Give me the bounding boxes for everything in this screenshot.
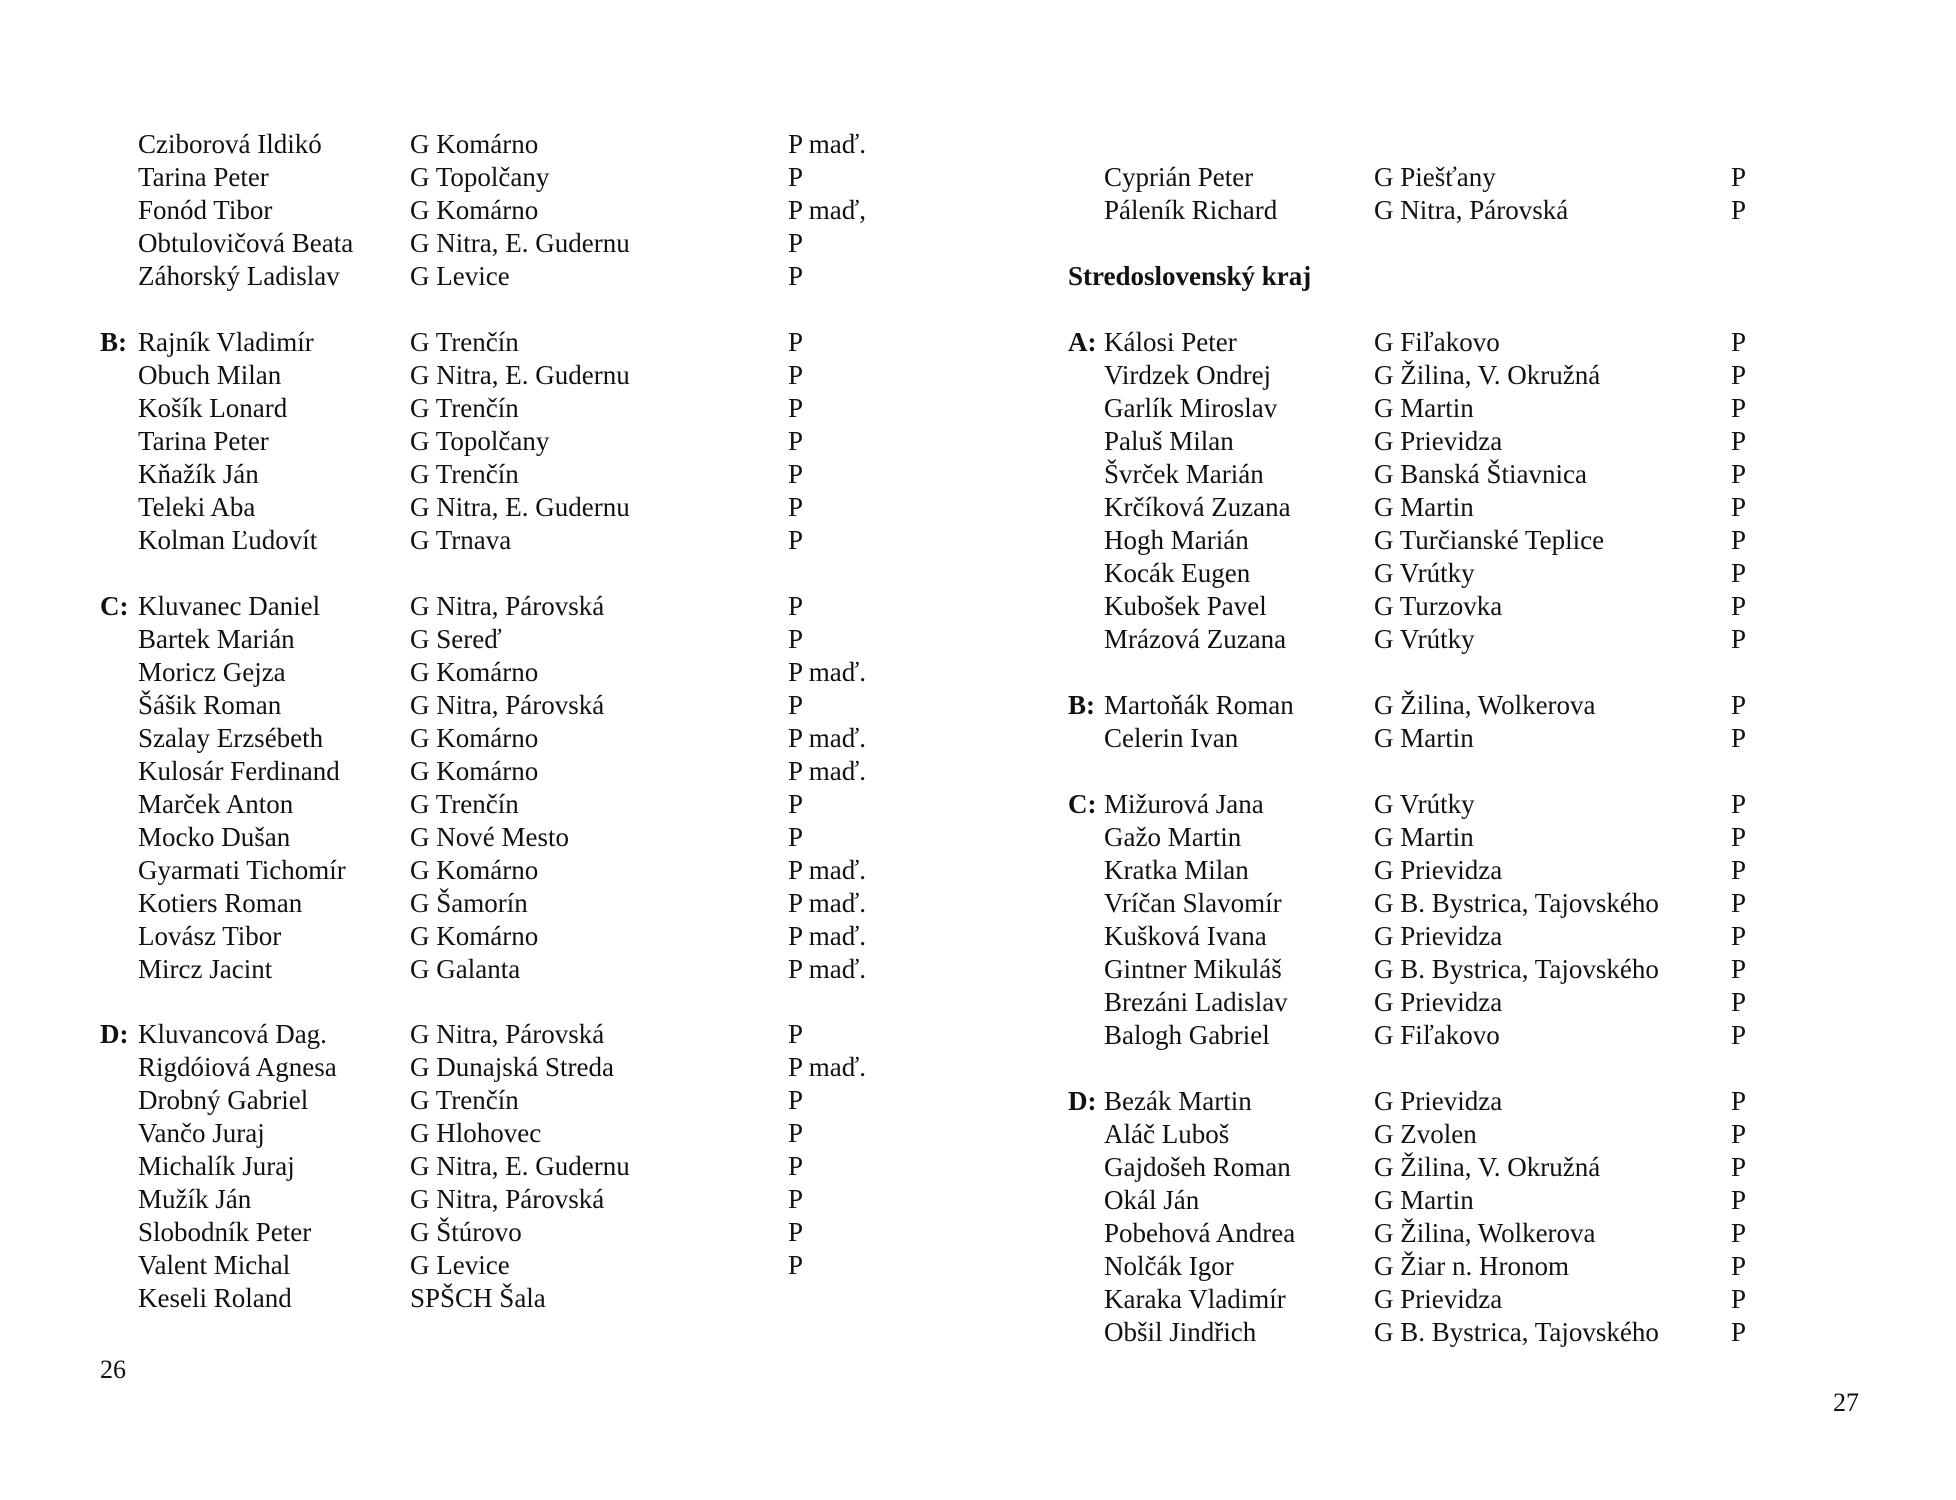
participant-name: Kušková Ivana xyxy=(1104,921,1267,951)
category-flag: P xyxy=(788,1184,804,1214)
participant-name: Aláč Luboš xyxy=(1104,1119,1230,1149)
category-flag: P xyxy=(788,162,804,192)
category-flag: P xyxy=(788,789,804,819)
school-name: G Komárno xyxy=(410,921,539,951)
right-group-d xyxy=(1068,1085,1888,1349)
list-item xyxy=(100,524,920,557)
participant-name: Rajník Vladimír xyxy=(138,327,314,357)
left-group-b xyxy=(100,326,920,557)
category-flag: P xyxy=(1731,690,1747,720)
school-name: G Nitra, E. Gudernu xyxy=(410,1151,630,1181)
list-item xyxy=(100,953,920,986)
category-flag: P xyxy=(1731,1185,1747,1215)
school-name: G Nitra, Párovská xyxy=(410,1019,605,1049)
participant-name: Michalík Juraj xyxy=(138,1151,295,1181)
participant-name: Kluvancová Dag. xyxy=(138,1019,327,1049)
participant-name: Kratka Milan xyxy=(1104,855,1249,885)
group-letter: D: xyxy=(1068,1086,1097,1116)
school-name: G Prievidza xyxy=(1374,921,1503,951)
right-group-a xyxy=(1068,326,1888,656)
list-item xyxy=(100,1282,920,1315)
participant-name: Košík Lonard xyxy=(138,393,288,423)
category-flag: P xyxy=(788,624,804,654)
list-item xyxy=(100,854,920,887)
school-name: G Trenčín xyxy=(410,459,519,489)
list-item xyxy=(1068,722,1888,755)
participant-name: Slobodník Peter xyxy=(138,1217,312,1247)
list-item xyxy=(100,1117,920,1150)
list-item xyxy=(100,194,920,227)
participant-name: Vríčan Slavomír xyxy=(1104,888,1282,918)
list-item xyxy=(1068,1085,1888,1118)
category-flag: P xyxy=(1731,1251,1747,1281)
category-flag: P xyxy=(1731,987,1747,1017)
participant-name: Gyarmati Tichomír xyxy=(138,855,346,885)
group-letter: C: xyxy=(1068,789,1097,819)
participant-name: Martoňák Roman xyxy=(1104,690,1294,720)
category-flag: P xyxy=(788,1019,804,1049)
page-number: 26 xyxy=(100,1355,126,1384)
list-item xyxy=(1068,491,1888,524)
list-item xyxy=(100,1018,920,1051)
school-name: G Turčianské Teplice xyxy=(1374,525,1605,555)
list-item xyxy=(100,1249,920,1282)
list-item xyxy=(100,1216,920,1249)
category-flag: P xyxy=(1731,1317,1747,1347)
list-item xyxy=(100,458,920,491)
list-item xyxy=(100,1150,920,1183)
participant-name: Valent Michal xyxy=(138,1250,291,1280)
participant-name: Kluvanec Daniel xyxy=(138,591,321,621)
list-item xyxy=(100,722,920,755)
school-name: G Sereď xyxy=(410,624,502,654)
participant-name: Kolman Ľudovít xyxy=(138,525,318,555)
list-item xyxy=(1068,524,1888,557)
school-name: G Galanta xyxy=(410,954,521,984)
school-name: G Šamorín xyxy=(410,888,528,918)
participant-name: Hogh Marián xyxy=(1104,525,1249,555)
participant-name: Kocák Eugen xyxy=(1104,558,1251,588)
school-name: G Nitra, Párovská xyxy=(410,1184,605,1214)
school-name: G Štúrovo xyxy=(410,1217,522,1247)
school-name: G Martin xyxy=(1374,723,1474,753)
category-flag: P xyxy=(788,492,804,522)
school-name: G Komárno xyxy=(410,129,539,159)
school-name: G Žilina, Wolkerova xyxy=(1374,1218,1596,1248)
category-flag: P xyxy=(788,459,804,489)
category-flag: P maď. xyxy=(788,921,866,951)
category-flag: P xyxy=(788,525,804,555)
category-flag: P maď. xyxy=(788,657,866,687)
participant-name: Tarina Peter xyxy=(138,426,269,456)
school-name: G Komárno xyxy=(410,855,539,885)
category-flag: P xyxy=(1731,1284,1747,1314)
category-flag: P xyxy=(788,1085,804,1115)
participant-name: Gajdošeh Roman xyxy=(1104,1152,1291,1182)
list-item xyxy=(1068,1151,1888,1184)
category-flag: P maď. xyxy=(788,855,866,885)
list-item xyxy=(100,887,920,920)
school-name: G Komárno xyxy=(410,756,539,786)
list-item xyxy=(1068,986,1888,1019)
list-item xyxy=(1068,161,1888,194)
school-name: G Prievidza xyxy=(1374,1284,1503,1314)
school-name: G Žiar n. Hronom xyxy=(1374,1251,1569,1281)
participant-name: Drobný Gabriel xyxy=(138,1085,309,1115)
school-name: G Martin xyxy=(1374,1185,1474,1215)
list-item xyxy=(1068,623,1888,656)
category-flag: P xyxy=(788,1151,804,1181)
school-name: G Fiľakovo xyxy=(1374,327,1500,357)
category-flag: P xyxy=(1731,360,1747,390)
category-flag: P xyxy=(1731,855,1747,885)
participant-name: Karaka Vladimír xyxy=(1104,1284,1286,1314)
school-name: G Zvolen xyxy=(1374,1119,1477,1149)
school-name: G Martin xyxy=(1374,393,1474,423)
list-item xyxy=(100,392,920,425)
school-name: G Komárno xyxy=(410,657,539,687)
category-flag: P xyxy=(1731,624,1747,654)
right-group-c xyxy=(1068,788,1888,1052)
school-name: G Prievidza xyxy=(1374,855,1503,885)
list-item xyxy=(1068,1184,1888,1217)
school-name: SPŠCH Šala xyxy=(410,1283,546,1313)
participant-name: Kálosi Peter xyxy=(1104,327,1237,357)
school-name: G Turzovka xyxy=(1374,591,1503,621)
participant-name: Teleki Aba xyxy=(138,492,256,522)
category-flag: P xyxy=(1731,195,1747,225)
list-item xyxy=(100,1084,920,1117)
list-item xyxy=(1068,590,1888,623)
page-number: 27 xyxy=(1833,1388,1859,1417)
school-name: G B. Bystrica, Tajovského xyxy=(1374,1317,1659,1347)
category-flag: P xyxy=(788,822,804,852)
list-item xyxy=(100,590,920,623)
list-item xyxy=(1068,887,1888,920)
school-name: G Trenčín xyxy=(410,789,519,819)
participant-name: Krčíková Zuzana xyxy=(1104,492,1291,522)
left-group-c xyxy=(100,590,920,986)
participant-name: Tarina Peter xyxy=(138,162,269,192)
list-item xyxy=(1068,1250,1888,1283)
participant-name: Šášik Roman xyxy=(138,690,282,720)
category-flag: P xyxy=(1731,327,1747,357)
category-flag: P xyxy=(788,1118,804,1148)
category-flag: P xyxy=(788,261,804,291)
list-item xyxy=(100,227,920,260)
list-item xyxy=(1068,821,1888,854)
school-name: G Nitra, E. Gudernu xyxy=(410,228,630,258)
list-item xyxy=(1068,1217,1888,1250)
school-name: G Trenčín xyxy=(410,393,519,423)
category-flag: P xyxy=(788,1250,804,1280)
school-name: G Žilina, V. Okružná xyxy=(1374,1152,1601,1182)
participant-name: Celerin Ivan xyxy=(1104,723,1239,753)
list-item xyxy=(100,326,920,359)
school-name: G Piešťany xyxy=(1374,162,1496,192)
list-item xyxy=(1068,425,1888,458)
category-flag: P xyxy=(788,690,804,720)
school-name: G Vrútky xyxy=(1374,624,1475,654)
category-flag: P xyxy=(788,228,804,258)
category-flag: P xyxy=(1731,426,1747,456)
list-item xyxy=(1068,1283,1888,1316)
school-name: G Prievidza xyxy=(1374,1086,1503,1116)
list-item xyxy=(100,359,920,392)
category-flag: P xyxy=(1731,723,1747,753)
list-item xyxy=(1068,953,1888,986)
category-flag: P xyxy=(1731,822,1747,852)
category-flag: P maď. xyxy=(788,756,866,786)
participant-name: Obuch Milan xyxy=(138,360,282,390)
participant-name: Paluš Milan xyxy=(1104,426,1234,456)
category-flag: P xyxy=(788,1217,804,1247)
participant-name: Moricz Gejza xyxy=(138,657,286,687)
participant-name: Virdzek Ondrej xyxy=(1104,360,1272,390)
participant-name: Mužík Ján xyxy=(138,1184,252,1214)
list-item xyxy=(1068,557,1888,590)
category-flag: P xyxy=(1731,1152,1747,1182)
participant-name: Kubošek Pavel xyxy=(1104,591,1267,621)
category-flag: P maď. xyxy=(788,129,866,159)
list-item xyxy=(1068,854,1888,887)
participant-name: Gažo Martin xyxy=(1104,822,1242,852)
list-item xyxy=(100,161,920,194)
school-name: G Martin xyxy=(1374,822,1474,852)
participant-name: Gintner Mikuláš xyxy=(1104,954,1282,984)
school-name: G Nitra, E. Gudernu xyxy=(410,492,630,522)
participant-name: Pobehová Andrea xyxy=(1104,1218,1296,1248)
school-name: G Topolčany xyxy=(410,426,550,456)
list-item xyxy=(100,821,920,854)
list-item xyxy=(1068,1118,1888,1151)
school-name: G B. Bystrica, Tajovského xyxy=(1374,954,1659,984)
category-flag: P xyxy=(1731,393,1747,423)
school-name: G Nitra, Párovská xyxy=(410,690,605,720)
school-name: G Žilina, V. Okružná xyxy=(1374,360,1601,390)
participant-name: Mrázová Zuzana xyxy=(1104,624,1287,654)
list-item xyxy=(100,1183,920,1216)
participant-name: Garlík Miroslav xyxy=(1104,393,1278,423)
school-name: G Nitra, Párovská xyxy=(410,591,605,621)
category-flag: P maď, xyxy=(788,195,866,225)
group-letter: C: xyxy=(100,591,129,621)
group-letter: B: xyxy=(1068,690,1095,720)
participant-name: Balogh Gabriel xyxy=(1104,1020,1270,1050)
participant-name: Obtulovičová Beata xyxy=(138,228,354,258)
list-item xyxy=(1068,1019,1888,1052)
category-flag: P xyxy=(1731,459,1747,489)
category-flag: P maď. xyxy=(788,723,866,753)
list-item xyxy=(100,755,920,788)
list-item xyxy=(100,128,920,161)
participant-name: Nolčák Igor xyxy=(1104,1251,1234,1281)
list-item xyxy=(1068,788,1888,821)
category-flag: P xyxy=(1731,1119,1747,1149)
category-flag: P xyxy=(788,393,804,423)
school-name: G Banská Štiavnica xyxy=(1374,459,1587,489)
list-item xyxy=(100,656,920,689)
school-name: G Komárno xyxy=(410,195,539,225)
participant-name: Keseli Roland xyxy=(138,1283,292,1313)
category-flag: P xyxy=(1731,162,1747,192)
participant-name: Mižurová Jana xyxy=(1104,789,1264,819)
participant-name: Szalay Erzsébeth xyxy=(138,723,324,753)
left-group-unlabeled xyxy=(100,128,920,293)
category-flag: P xyxy=(1731,789,1747,819)
list-item xyxy=(1068,458,1888,491)
participant-name: Marček Anton xyxy=(138,789,294,819)
participant-name: Rigdóiová Agnesa xyxy=(138,1052,337,1082)
school-name: G Vrútky xyxy=(1374,558,1475,588)
school-name: G Nitra, Párovská xyxy=(1374,195,1569,225)
school-name: G Komárno xyxy=(410,723,539,753)
participant-name: Fonód Tibor xyxy=(138,195,273,225)
participant-name: Cziborová Ildikó xyxy=(138,129,322,159)
list-item xyxy=(1068,689,1888,722)
right-group-b xyxy=(1068,689,1888,755)
category-flag: P xyxy=(1731,954,1747,984)
school-name: G Prievidza xyxy=(1374,987,1503,1017)
participant-name: Švrček Marián xyxy=(1104,459,1264,489)
category-flag: P xyxy=(788,360,804,390)
category-flag: P xyxy=(1731,591,1747,621)
school-name: G Martin xyxy=(1374,492,1474,522)
participant-name: Obšil Jindřich xyxy=(1104,1317,1257,1347)
school-name: G Trnava xyxy=(410,525,512,555)
school-name: G Nitra, E. Gudernu xyxy=(410,360,630,390)
school-name: G Hlohovec xyxy=(410,1118,542,1148)
participant-name: Páleník Richard xyxy=(1104,195,1278,225)
section-title: Stredoslovenský kraj xyxy=(1068,261,1312,291)
category-flag: P xyxy=(788,426,804,456)
category-flag: P xyxy=(788,591,804,621)
category-flag: P maď. xyxy=(788,888,866,918)
group-letter: A: xyxy=(1068,327,1097,357)
list-item xyxy=(1068,194,1888,227)
list-item xyxy=(1068,920,1888,953)
right-page xyxy=(978,0,1956,1500)
participant-name: Okál Ján xyxy=(1104,1185,1200,1215)
participant-name: Záhorský Ladislav xyxy=(138,261,340,291)
school-name: G B. Bystrica, Tajovského xyxy=(1374,888,1659,918)
school-name: G Vrútky xyxy=(1374,789,1475,819)
school-name: G Topolčany xyxy=(410,162,550,192)
school-name: G Levice xyxy=(410,1250,510,1280)
participant-name: Lovász Tibor xyxy=(138,921,282,951)
list-item xyxy=(1068,359,1888,392)
list-item xyxy=(100,788,920,821)
participant-name: Kňažík Ján xyxy=(138,459,259,489)
school-name: G Trenčín xyxy=(410,327,519,357)
category-flag: P xyxy=(1731,492,1747,522)
list-item xyxy=(1068,1316,1888,1349)
school-name: G Trenčín xyxy=(410,1085,519,1115)
list-item xyxy=(100,1051,920,1084)
list-item xyxy=(100,491,920,524)
school-name: G Prievidza xyxy=(1374,426,1503,456)
list-item xyxy=(100,689,920,722)
list-item xyxy=(1068,326,1888,359)
participant-name: Kulosár Ferdinand xyxy=(138,756,340,786)
school-name: G Fiľakovo xyxy=(1374,1020,1500,1050)
category-flag: P maď. xyxy=(788,954,866,984)
participant-name: Brezáni Ladislav xyxy=(1104,987,1288,1017)
category-flag: P xyxy=(1731,525,1747,555)
category-flag: P xyxy=(1731,1218,1747,1248)
category-flag: P xyxy=(1731,921,1747,951)
group-letter: B: xyxy=(100,327,127,357)
category-flag: P xyxy=(1731,1020,1747,1050)
category-flag: P maď. xyxy=(788,1052,866,1082)
participant-name: Bartek Marián xyxy=(138,624,295,654)
school-name: G Levice xyxy=(410,261,510,291)
participant-name: Mircz Jacint xyxy=(138,954,273,984)
list-item xyxy=(100,920,920,953)
school-name: G Dunajská Streda xyxy=(410,1052,614,1082)
list-item xyxy=(100,260,920,293)
list-item xyxy=(100,623,920,656)
participant-name: Vančo Juraj xyxy=(138,1118,265,1148)
left-group-d xyxy=(100,1018,920,1315)
participant-name: Cyprián Peter xyxy=(1104,162,1254,192)
category-flag: P xyxy=(1731,1086,1747,1116)
participant-name: Mocko Dušan xyxy=(138,822,291,852)
school-name: G Nové Mesto xyxy=(410,822,569,852)
school-name: G Žilina, Wolkerova xyxy=(1374,690,1596,720)
category-flag: P xyxy=(1731,888,1747,918)
participant-name: Kotiers Roman xyxy=(138,888,303,918)
participant-name: Bezák Martin xyxy=(1104,1086,1252,1116)
list-item xyxy=(1068,392,1888,425)
group-letter: D: xyxy=(100,1019,129,1049)
right-top-rows xyxy=(1068,161,1888,227)
list-item xyxy=(100,425,920,458)
category-flag: P xyxy=(788,327,804,357)
category-flag: P xyxy=(1731,558,1747,588)
